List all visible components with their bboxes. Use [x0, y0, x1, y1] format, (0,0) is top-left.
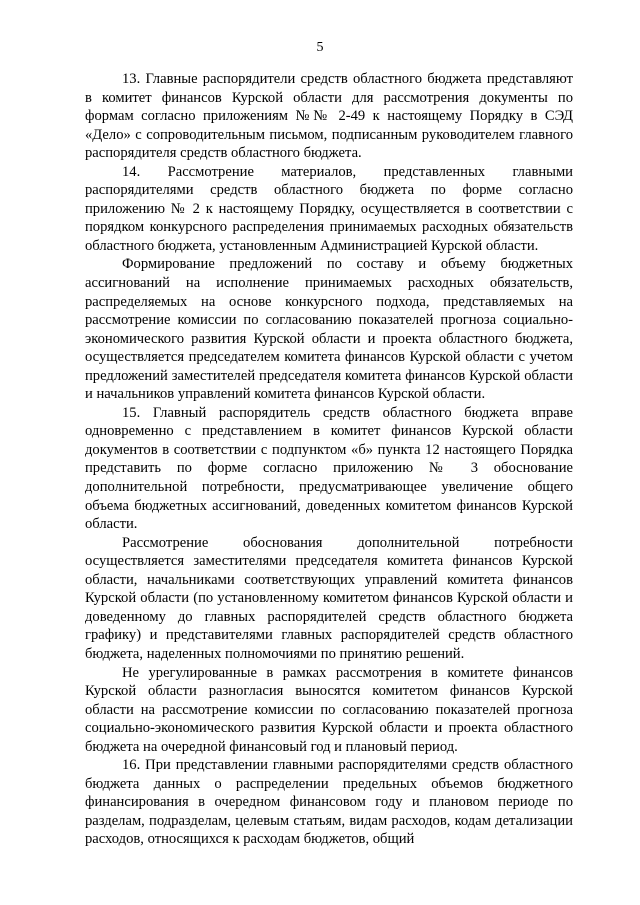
page-number: 5 — [316, 40, 324, 55]
paragraph-15-disagreements: Не урегулированные в рамках рассмотрения в комитете финансов Курской области разногласия выносятся комитетом финансов Курской области на рассмотрение комиссии по согласованию показателей прогноза социально-экономического развития Курской области и проекта областного бюджета на очередной финансовый год и плановый период. — [85, 664, 573, 755]
paragraph-15-review: Рассмотрение обоснования дополнительной потребности осуществляется заместителями председателя комитета финансов Курской области, начальниками соответствующих управлений комитета финансов Курской области (по установленному комитетом финансов Курской области и доведенному до главных распорядителей средств областного бюджета графику) и представителями главных распорядителей средств областного бюджета, наделенных полномочиями по принятию решений. — [85, 534, 573, 662]
paragraph-14: 14. Рассмотрение материалов, представленных главными распорядителями средств областного бюджета по форме согласно приложению № 2 к настоящему Порядку, осуществляется в соответствии с порядком конкурсного распределения принимаемых расходных обязательств областного бюджета, установленным Администрацией Курской области. — [85, 163, 573, 254]
paragraph-15: 15. Главный распорядитель средств областного бюджета вправе одновременно с представлением в комитет финансов Курской области документов в соответствии с подпунктом «б» пункта 12 настоящего Порядка представить по форме согласно приложению № 3 обоснование дополнительной потребности, предусматривающее увеличение общего объема бюджетных ассигнований, доведенных комитетом финансов Курской области. — [85, 404, 573, 533]
document-body — [85, 70, 573, 849]
paragraph-13: 13. Главные распорядители средств областного бюджета представляют в комитет финансов Курской области для рассмотрения документы по формам согласно приложениям №№ 2-49 к настоящему Порядку в СЭД «Дело» с сопроводительным письмом, подписанным руководителем главного распорядителя средств областного бюджета. — [85, 71, 573, 162]
paragraph-14-proposals: Формирование предложений по составу и объему бюджетных ассигнований на исполнение принимаемых расходных обязательств, распределяемых на основе конкурсного подхода, представляемых на рассмотрение комиссии по согласованию показателей прогноза социально-экономического развития Курской области и проекта областного бюджета, осуществляется председателем комитета финансов Курской области с учетом предложений заместителей председателя комитета финансов Курской области и начальников управлений комитета финансов Курской области. — [85, 256, 573, 403]
paragraph-16: 16. При представлении главными распорядителями средств областного бюджета данных о распределении предельных объемов бюджетного финансирования в очередном финансовом году и плановом периоде по разделам, подразделам, целевым статьям, видам расходов, кодам детализации расходов, относящихся к расходам бюджетов, общий — [85, 757, 573, 848]
